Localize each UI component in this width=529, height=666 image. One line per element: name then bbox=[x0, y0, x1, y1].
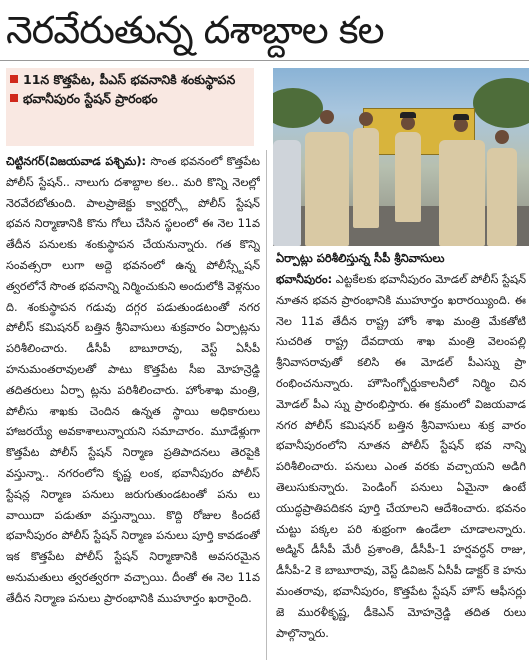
person-head bbox=[401, 116, 415, 130]
highlight-item bbox=[10, 89, 250, 108]
tree-shape bbox=[473, 78, 529, 128]
person-shape bbox=[487, 148, 517, 246]
person-shape bbox=[273, 140, 301, 246]
article-right-column bbox=[276, 270, 526, 666]
highlight-item bbox=[10, 70, 250, 89]
headline: నెరవేరుతున్న దశాబ్దాల కల bbox=[6, 8, 384, 52]
person-head bbox=[454, 118, 468, 132]
article-body: సొంత భవనంలో కొత్తపేట పోలీస్ స్టేషన్.. నాలుగు దశాబ్దాల కల.. మరి కొన్ని నెలల్లో నెరవేరబోతుంది. పాలప్రాజెక్టు క్వార్టర్స్లో పోలీస్ స్టేషన్ భవన నిర్మాణానికి కొను గోలు చేసిన స్థలంలో ఈ నెల 11వ తేదీన పనులకు శంకుస్థాపన చేయనున్నారు. గత కొన్ని సంవత్సరా లుగా అద్దె భవనంలో ఉన్న పోలీస్స్టేషన్ త్వరలోనే సొంత భవనాన్ని నిర్మించుకుని అందులోకి వెళ్లనుం ది. శంకుస్థాపన గడువు దగ్గర పడుతుండటంతో నగర పోలీస్ కమిషనర్ బత్తిన శ్రీనివాసులు శుక్రవారం ఏర్పాట్లను పరిశీలించారు. డీసీపీ బాబూరావు, వెస్ట్ ఏసీపీ హనుమంతరావులతో పాటు కొత్తపేట సీఐ మోహన్రెడ్డి తదితరులు ఏర్పా ట్లను పరిశీలించారు. హోంశాఖ మంత్రి, పోలీసు శాఖకు చెందిన ఉన్నత స్థాయి అధికారులు హాజరయ్యే అవకాశాలున్నాయని సమాచారం. మూడేళ్లుగా కొత్తపేట పోలీస్ స్టేషన్ నిర్మాణ ప్రతిపాదనలు తెరపైకి వస్తున్నా.. నగరంలోని కృష్ణ లంక, భవానీపురం పోలీస్ స్టేషన్ల నిర్మాణ పనులు జరుగుతుండటంతో పను లు వాయిదా పడుతూ వస్తున్నాయి. కొద్ది రోజుల కిందటే భవానీపురం పోలీస్ స్టేషన్ నిర్మాణ పనులు పూర్తి కావడంతో ఇక కొత్తపేట పోలీస్ స్టేషన్ నిర్మాణానికి అవసరమైన అనుమతులు త్వరత్వరగా వచ్చాయి. దీంతో ఈ నెల 11వ తేదీన నిర్మాణ పనులు ప్రారంభానికి ముహూర్తం ఖరారైంది. bbox=[6, 155, 260, 605]
cap-shape bbox=[400, 112, 416, 118]
highlight-text: 11న కొత్తపేట, పీఎస్ భవనానికి శంకుస్థాపన bbox=[23, 72, 236, 87]
article-paragraph bbox=[6, 152, 260, 610]
person-head bbox=[320, 110, 334, 124]
person-shape bbox=[439, 140, 485, 246]
highlight-text: భవానీపురం స్టేషన్ ప్రారంభం bbox=[23, 91, 158, 106]
person-head bbox=[359, 112, 373, 126]
headline-divider bbox=[0, 60, 529, 61]
news-photo bbox=[273, 68, 529, 246]
article-body: ఎట్టకేలకు భవానీపురం మోడల్ పోలీస్ స్టేషన్ నూతన భవన ప్రారంభానికి ముహూర్తం ఖరారయ్యింది. ఈ నెల 11వ తేదీన రాష్ట్ర హోం శాఖ మంత్రి మేకతోటి సుచరిత రాష్ట్ర దేవదాయ శాఖ మంత్రి వెలంపల్లి శ్రీనివాసరావుతో కలిసి ఈ మోడల్ పీఎస్ను ప్రా రంభించనున్నారు. హౌసింగ్బోర్డుకాలనీలో నిర్మిం చిన మోడల్ పీఎ స్ను ప్రారంభిస్తారు. ఈ క్రమంలో విజయవాడ నగర పోలీస్ కమిషనర్ బత్తిన శ్రీనివాసులు శుక్ర వారం భవానీపురంలోని నూతన పోలీస్ స్టేషన్ భవ నాన్ని పరిశీలించారు. పనులు ఎంత వరకు వచ్చాయని అడిగి తెలుసుకున్నారు. పెండింగ్ పనులు ఏమైనా ఉంటే యుద్ధప్రాతిపదికన పూర్తి చేయాలని ఆదేశించారు. భవనం చుట్టు పక్కల పరి శుభ్రంగా ఉండేలా చూడాలన్నారు. అడ్మిన్ డీసీపీ మేరీ ప్రశాంతి, డీసీపీ-1 హర్షవర్ధన్ రాజు, డీసీపీ-2 కె బాబూరావు, వెస్ట్ డివిజన్ ఏసీపీ డాక్టర్ కె హను మంతరావు, భవానీపురం, కొత్తపేట స్టేషన్ హౌస్ ఆఫీసర్లు జె మురళీకృష్ణ, డీకెఎన్ మోహన్రెడ్డి తదిత రులు పాల్గొన్నారు. bbox=[276, 273, 526, 640]
dateline: భవానీపురం: bbox=[276, 273, 333, 286]
bullet-square-icon bbox=[10, 94, 18, 102]
bullet-square-icon bbox=[10, 75, 18, 83]
highlights-box bbox=[6, 68, 254, 146]
column-divider bbox=[266, 150, 267, 660]
person-shape bbox=[353, 128, 379, 228]
photo-caption: ఏర్పాట్లు పరిశీలిస్తున్న సీపీ శ్రీనివాసులు bbox=[276, 251, 445, 265]
dateline: చిట్టినగర్(విజయవాడ పశ్చిమ): bbox=[6, 155, 147, 168]
person-head bbox=[495, 130, 509, 144]
cap-shape bbox=[453, 114, 469, 120]
article-left-column bbox=[6, 152, 260, 666]
tree-shape bbox=[273, 88, 323, 128]
article-paragraph bbox=[276, 270, 526, 644]
person-shape bbox=[395, 132, 421, 222]
person-shape bbox=[305, 132, 349, 246]
